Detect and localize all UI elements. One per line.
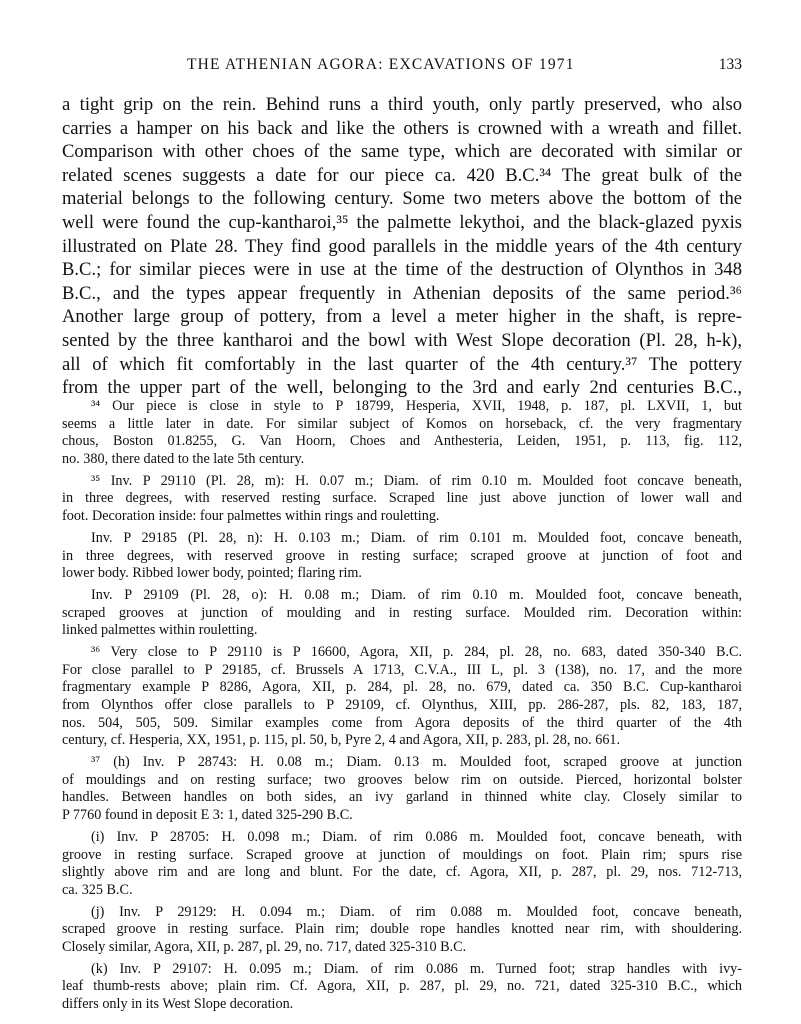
footnote-35-paragraph xyxy=(62,587,742,640)
body-line: illustrated on Plate 28. They find good parallels in the middle years of the 4th century xyxy=(62,235,742,257)
footnote-line: groove in resting surface. Scraped groove at junction of mouldings on foot. Plain rim; spurs rise xyxy=(62,846,742,863)
footnote-line: ³⁴ Our piece is close in style to P 18799, Hesperia, XVII, 1948, p. 187, pl. LXVII, 1, but xyxy=(91,398,742,414)
footnote-line: ca. 325 B.C. xyxy=(62,881,133,898)
footnote-line: no. 380, there dated to the late 5th century. xyxy=(62,451,305,468)
footnotes xyxy=(62,398,742,1014)
footnote-line: differs only in its West Slope decoration. xyxy=(62,996,294,1012)
body-line: B.C.; for similar pieces were in use at the time of the destruction of Olynthos in 348 xyxy=(62,259,742,281)
footnote-line: nos. 504, 505, 509. Similar examples come from Agora deposits of the third quarter of the 4th xyxy=(62,714,742,731)
footnote-line: chous, Boston 01.8255, G. Van Hoorn, Choes and Anthesteria, Leiden, 1951, p. 113, fig. 112, xyxy=(62,433,742,450)
footnote-37 xyxy=(62,754,742,825)
footnote-line: in three degrees, with reserved resting surface. Scraped line just above junction of lower wall and xyxy=(62,490,742,507)
footnote-37-paragraph xyxy=(62,961,742,1014)
footnote-line: (i) Inv. P 28705: H. 0.098 m.; Diam. of rim 0.086 m. Moulded foot, concave beneath, with xyxy=(91,828,742,845)
footnote-35 xyxy=(62,473,742,526)
footnote-line: lower body. Ribbed lower body, pointed; flaring rim. xyxy=(62,565,362,582)
footnote-line: linked palmettes within rouletting. xyxy=(62,622,258,639)
footnote-line: P 7760 found in deposit E 3: 1, dated 325-290 B.C. xyxy=(62,807,353,824)
page-number: 133 xyxy=(718,56,742,73)
footnote-line: slightly above rim and are long and blunt. For the date, cf. Agora, XII, p. 287, pl. 29, nos. 712-713, xyxy=(62,864,742,881)
body-line: sented by the three kantharoi and the bowl with West Slope decoration (Pl. 28, h-k), xyxy=(62,329,742,351)
body-line: Comparison with other choes of the same type, which are decorated with similar or xyxy=(62,141,742,163)
footnote-line: (j) Inv. P 29129: H. 0.094 m.; Diam. of rim 0.088 m. Moulded foot, concave beneath, xyxy=(91,903,742,920)
body-line: all of which fit comfortably in the last quarter of the 4th century.³⁷ The pottery xyxy=(62,353,742,375)
footnote-line: For close parallel to P 29185, cf. Brussels A 1713, C.V.A., III L, pl. 3 (138), no. 17, and the more xyxy=(62,661,742,678)
body-line: Another large group of pottery, from a level a meter higher in the shaft, is repre- xyxy=(62,306,742,328)
body-line: material belongs to the following century. Some two meters above the bottom of the xyxy=(62,188,742,210)
footnote-line: leaf thumb-rests above; plain rim. Cf. Agora, XII, p. 287, pl. 29, no. 721, dated 325-310 B.C., which xyxy=(62,978,742,995)
footnote-line: fragmentary example P 8286, Agora, XII, p. 284, pl. 28, no. 679, dated ca. 350 B.C. Cup-kantharoi xyxy=(62,679,742,696)
footnote-line: seems a little later in date. For similar subject of Komos on horseback, cf. the very fragmentary xyxy=(62,415,742,432)
footnote-line: ³⁵ Inv. P 29110 (Pl. 28, m): H. 0.07 m.; Diam. of rim 0.10 m. Moulded foot concave beneath, xyxy=(91,472,742,489)
running-head xyxy=(62,56,742,80)
footnote-line: ³⁶ Very close to P 29110 is P 16600, Agora, XII, p. 284, pl. 28, no. 683, dated 350-340 B.C. xyxy=(91,643,742,660)
footnote-line: ³⁷ (h) Inv. P 28743: H. 0.08 m.; Diam. 0.13 m. Moulded foot, scraped groove at junction xyxy=(91,754,742,771)
body-line: from the upper part of the well, belonging to the 3rd and early 2nd centuries B.C., xyxy=(62,377,742,399)
footnote-line: of mouldings and on resting surface; two grooves below rim on outside. Pierced, horizontal bolster xyxy=(62,771,742,788)
main-text xyxy=(62,93,742,400)
footnote-37-paragraph xyxy=(62,829,742,900)
footnote-line: in three degrees, with reserved groove in resting surface; scraped groove at junction of foot and xyxy=(62,547,742,564)
footnote-35-paragraph xyxy=(62,530,742,583)
footnote-line: scraped groove in resting surface. Plain rim; double rope handles knotted near rim, with shouldering. xyxy=(62,921,742,938)
footnote-line: from Olynthos offer close parallels to P 29109, cf. Olynthus, XIII, pp. 286-287, pls. 82, 183, 187, xyxy=(62,697,742,713)
footnote-37-paragraph xyxy=(62,904,742,957)
footnote-line: Inv. P 29109 (Pl. 28, o): H. 0.08 m.; Diam. of rim 0.10 m. Moulded foot, concave beneath, xyxy=(91,586,742,603)
footnote-line: Closely similar, Agora, XII, p. 287, pl. 29, no. 717, dated 325-310 B.C. xyxy=(62,938,467,955)
footnote-line: (k) Inv. P 29107: H. 0.095 m.; Diam. of rim 0.086 m. Turned foot; strap handles with ivy- xyxy=(91,960,742,977)
running-title: THE ATHENIAN AGORA: EXCAVATIONS OF 1971 xyxy=(187,56,575,73)
body-line: well were found the cup-kantharoi,³⁵ the palmette lekythoi, and the black-glazed pyxis xyxy=(62,211,742,233)
body-line: a tight grip on the rein. Behind runs a third youth, only partly preserved, who also xyxy=(62,94,742,115)
body-line: B.C., and the types appear frequently in Athenian deposits of the same period.³⁶ xyxy=(62,282,742,304)
footnote-line: scraped grooves at junction of moulding and in resting surface. Moulded rim. Decoration within: xyxy=(62,604,742,621)
footnote-line: handles. Between handles on both sides, an ivy garland in thinned white clay. Closely similar to xyxy=(62,789,742,806)
body-line: carries a hamper on his back and like the others is crowned with a wreath and fillet. xyxy=(62,117,742,139)
footnote-34 xyxy=(62,398,742,469)
footnote-line: Inv. P 29185 (Pl. 28, n): H. 0.103 m.; Diam. of rim 0.101 m. Moulded foot, concave beneath, xyxy=(91,529,742,546)
footnote-line: century, cf. Hesperia, XX, 1951, p. 115, pl. 50, b, Pyre 2, 4 and Agora, XII, p. 283, pl. 28, no. 661. xyxy=(62,732,621,749)
footnote-line: foot. Decoration inside: four palmettes within rings and rouletting. xyxy=(62,508,440,525)
body-line: related scenes suggests a date for our piece ca. 420 B.C.³⁴ The great bulk of the xyxy=(62,164,742,186)
footnote-36 xyxy=(62,644,742,750)
